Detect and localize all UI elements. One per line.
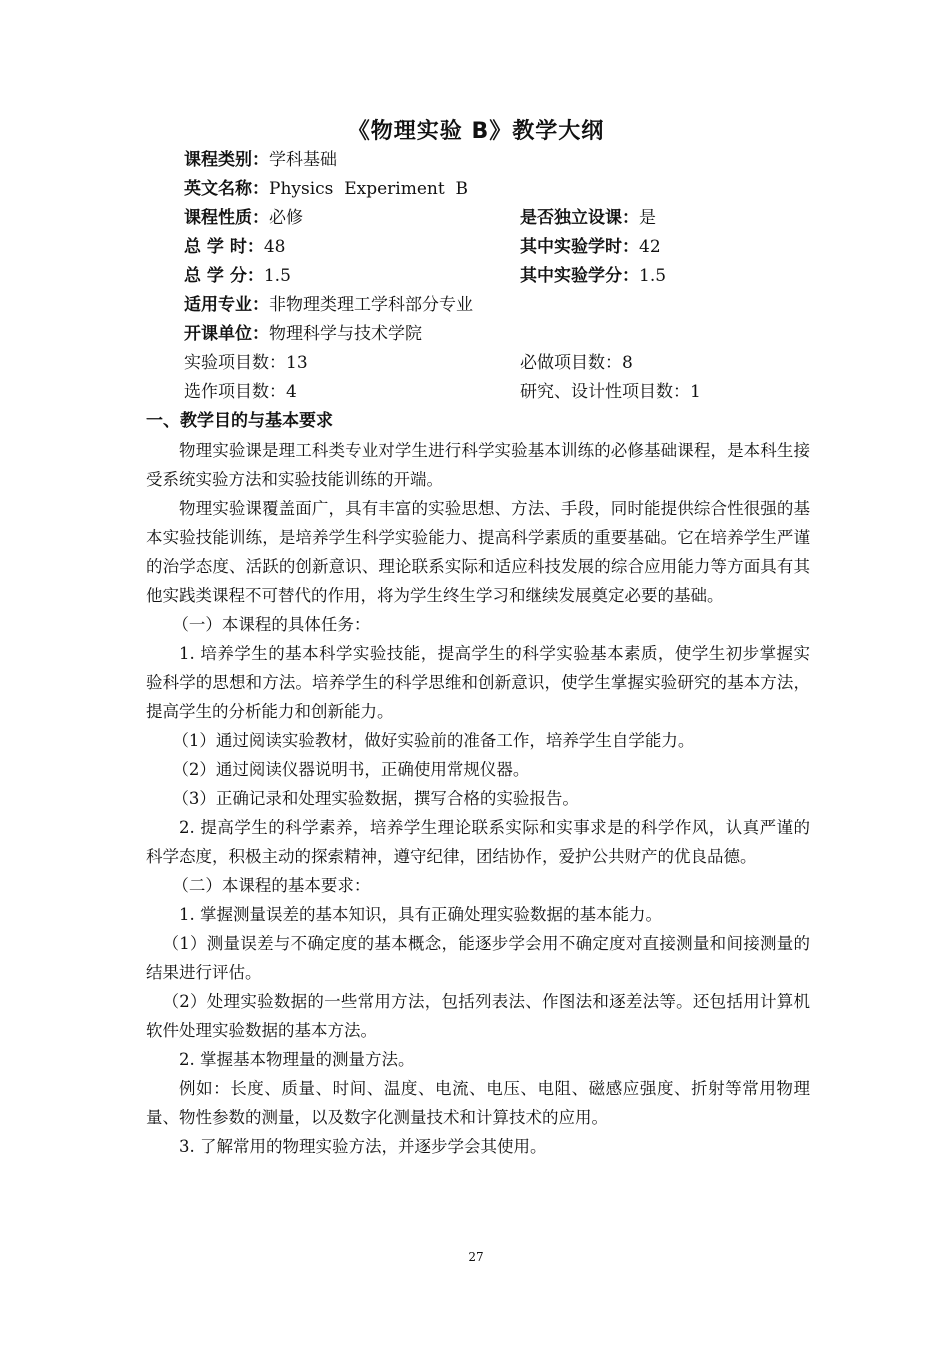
major-value: 非物理类理工学科部分专业 (269, 295, 473, 315)
paragraph: 1. 掌握测量误差的基本知识，具有正确处理实验数据的基本能力。 (179, 905, 662, 924)
independent-label: 是否独立设课： (520, 208, 639, 228)
paragraph: （1）通过阅读实验教材，做好实验前的准备工作，培养学生自学能力。 (172, 731, 695, 750)
paragraph: （2）通过阅读仪器说明书，正确使用常规仪器。 (172, 760, 530, 779)
section-heading: 一、教学目的与基本要求 (146, 411, 333, 431)
course-type-value: 学科基础 (269, 150, 337, 170)
dept-row (184, 320, 422, 349)
document-title: 《物理实验 B》教学大纲 (347, 119, 605, 144)
paragraph: （1）测量误差与不确定度的基本概念，能逐步学会用不确定度对直接测量和间接测量的结果进行评估。 (146, 934, 810, 982)
english-name-label: 英文名称： (184, 179, 269, 199)
elective-value: 4 (286, 382, 297, 402)
paragraph: 例如：长度、质量、时间、温度、电流、电压、电阻、磁感应强度、折射等常用物理量、物性参数的测量，以及数字化测量技术和计算技术的应用。 (146, 1079, 810, 1127)
research-label: 研究、设计性项目数： (520, 382, 690, 402)
projects-value: 13 (286, 353, 308, 373)
total-credits-label: 总 学 分： (184, 266, 264, 286)
paragraph: 3. 了解常用的物理实验方法，并逐步学会其使用。 (179, 1137, 547, 1156)
independent-value: 是 (639, 208, 656, 228)
course-type-row (184, 146, 337, 175)
research-row (520, 378, 701, 407)
projects-row (184, 349, 308, 378)
elective-row (184, 378, 297, 407)
lab-hours-row (520, 233, 661, 262)
research-value: 1 (690, 382, 701, 402)
body-text (146, 436, 810, 1161)
paragraph: （一）本课程的具体任务： (172, 615, 371, 634)
major-row (184, 291, 473, 320)
major-label: 适用专业： (184, 295, 269, 315)
lab-credits-row (520, 262, 666, 291)
paragraph: （2）处理实验数据的一些常用方法，包括列表法、作图法和逐差法等。还包括用计算机软件处理实验数据的基本方法。 (146, 992, 810, 1040)
english-name-row (184, 175, 468, 204)
required-label: 必做项目数： (520, 353, 622, 373)
required-row (520, 349, 633, 378)
lab-credits-label: 其中实验学分： (520, 266, 639, 286)
total-credits-value: 1.5 (263, 266, 291, 286)
paragraph: 物理实验课是理工科类专业对学生进行科学实验基本训练的必修基础课程，是本科生接受系统实验方法和实验技能训练的开端。 (146, 441, 810, 489)
lab-hours-label: 其中实验学时： (520, 237, 639, 257)
lab-hours-value: 42 (639, 237, 661, 257)
nature-row (184, 204, 303, 233)
nature-label: 课程性质： (184, 208, 269, 228)
dept-value: 物理科学与技术学院 (269, 324, 422, 344)
paragraph: 1. 培养学生的基本科学实验技能，提高学生的科学实验基本素质，使学生初步掌握实验科学的思想和方法。培养学生的科学思维和创新意识，使学生掌握实验研究的基本方法，提高学生的分析能力和创新能力。 (146, 644, 810, 721)
total-credits-row (184, 262, 291, 291)
paragraph: （二）本课程的基本要求： (172, 876, 371, 895)
paragraph: 2. 提高学生的科学素养，培养学生理论联系实际和实事求是的科学作风，认真严谨的科学态度，积极主动的探索精神，遵守纪律，团结协作，爱护公共财产的优良品德。 (146, 818, 810, 866)
elective-label: 选作项目数： (184, 382, 286, 402)
course-type-label: 课程类别： (184, 150, 269, 170)
dept-label: 开课单位： (184, 324, 269, 344)
independent-row (520, 204, 656, 233)
total-hours-row (184, 233, 285, 262)
projects-label: 实验项目数： (184, 353, 286, 373)
paragraph: （3）正确记录和处理实验数据，撰写合格的实验报告。 (172, 789, 579, 808)
required-value: 8 (622, 353, 633, 373)
total-hours-label: 总 学 时： (184, 237, 264, 257)
lab-credits-value: 1.5 (639, 266, 667, 286)
paragraph: 2. 掌握基本物理量的测量方法。 (179, 1050, 415, 1069)
paragraph: 物理实验课覆盖面广，具有丰富的实验思想、方法、手段，同时能提供综合性很强的基本实验技能训练，是培养学生科学实验能力、提高科学素质的重要基础。它在培养学生严谨的治学态度、活跃的创新意识、理论联系实际和适应科技发展的综合应用能力等方面具有其他实践类课程不可替代的作用，将为学生终生学习和继续发展奠定必要的基础。 (146, 499, 810, 605)
nature-value: 必修 (269, 208, 303, 228)
total-hours-value: 48 (263, 237, 286, 257)
english-name-value: Physics Experiment B (269, 179, 468, 199)
page-number: 27 (468, 1250, 484, 1264)
